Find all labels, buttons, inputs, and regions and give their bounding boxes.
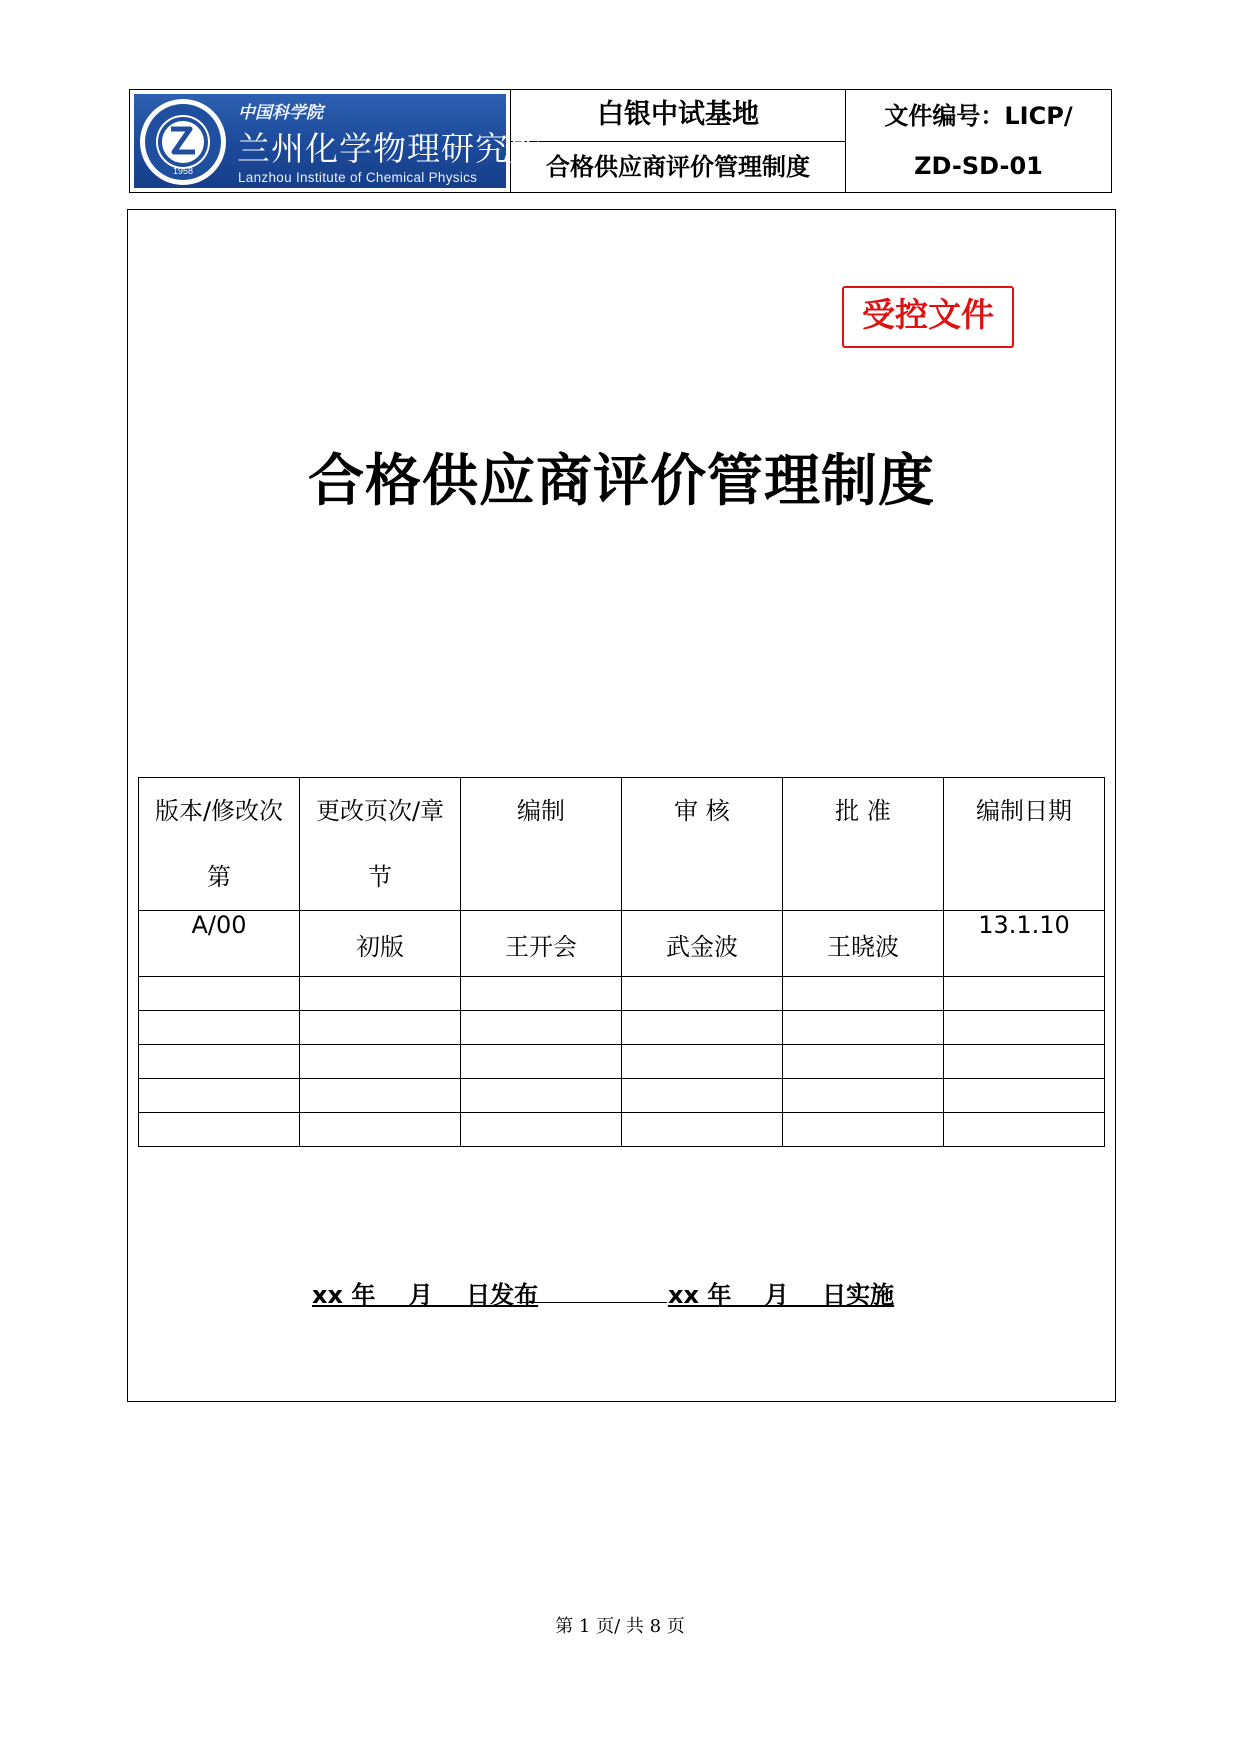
logo-institute-name: 兰州化学物理研究所 xyxy=(237,129,543,168)
dates-underline-gap xyxy=(517,1302,667,1303)
page-number: 第 1 页/ 共 8 页 xyxy=(555,1616,685,1637)
effective-date: xx 年 月 日实施 xyxy=(668,1281,895,1309)
doc-code-cell xyxy=(846,90,1112,193)
table-row xyxy=(139,1079,1105,1113)
table-row xyxy=(139,1045,1105,1079)
cell-changed-pages: 初版 xyxy=(356,933,404,961)
document-title: 合格供应商评价管理制度 xyxy=(308,449,935,514)
logo-english-name: Lanzhou Institute of Chemical Physics xyxy=(238,170,478,185)
cell-prepared-by: 王开会 xyxy=(505,933,577,961)
logo-cas-text: 中国科学院 xyxy=(238,103,323,123)
cell-version: A/00 xyxy=(191,911,247,939)
header-cell-changed-pages: 更改页次/章 节 xyxy=(300,778,461,911)
issue-date: xx 年 月 日发布 xyxy=(312,1281,539,1309)
revision-header-row xyxy=(139,778,1105,911)
cell-reviewed-by: 武金波 xyxy=(666,933,738,961)
cell-approved-by: 王晓波 xyxy=(827,933,899,961)
header-cell-approved: 批 准 xyxy=(783,778,944,911)
institute-emblem-icon xyxy=(138,97,228,187)
doc-code-line1: 文件编号：LICP/ xyxy=(884,102,1073,130)
base-name: 白银中试基地 xyxy=(511,90,846,142)
logo-cell xyxy=(130,90,543,193)
header-table xyxy=(129,89,1112,193)
cover-frame xyxy=(127,209,1116,1402)
header-cell-prepared: 编制 xyxy=(461,778,622,911)
table-row xyxy=(139,1113,1105,1147)
svg-text:1958: 1958 xyxy=(172,166,194,176)
header-cell-date: 编制日期 xyxy=(944,778,1105,911)
table-row xyxy=(139,1011,1105,1045)
cell-date: 13.1.10 xyxy=(978,911,1070,939)
table-row xyxy=(139,911,1105,977)
header-cell-reviewed: 审 核 xyxy=(622,778,783,911)
revision-table xyxy=(138,777,1105,1147)
institute-logo xyxy=(134,94,543,188)
controlled-document-stamp: 受控文件 xyxy=(842,286,1014,348)
header-subtitle: 合格供应商评价管理制度 xyxy=(511,141,846,193)
table-row xyxy=(139,977,1105,1011)
header-cell-version: 版本/修改次 第 xyxy=(139,778,300,911)
doc-code-line2: ZD-SD-01 xyxy=(914,152,1043,180)
